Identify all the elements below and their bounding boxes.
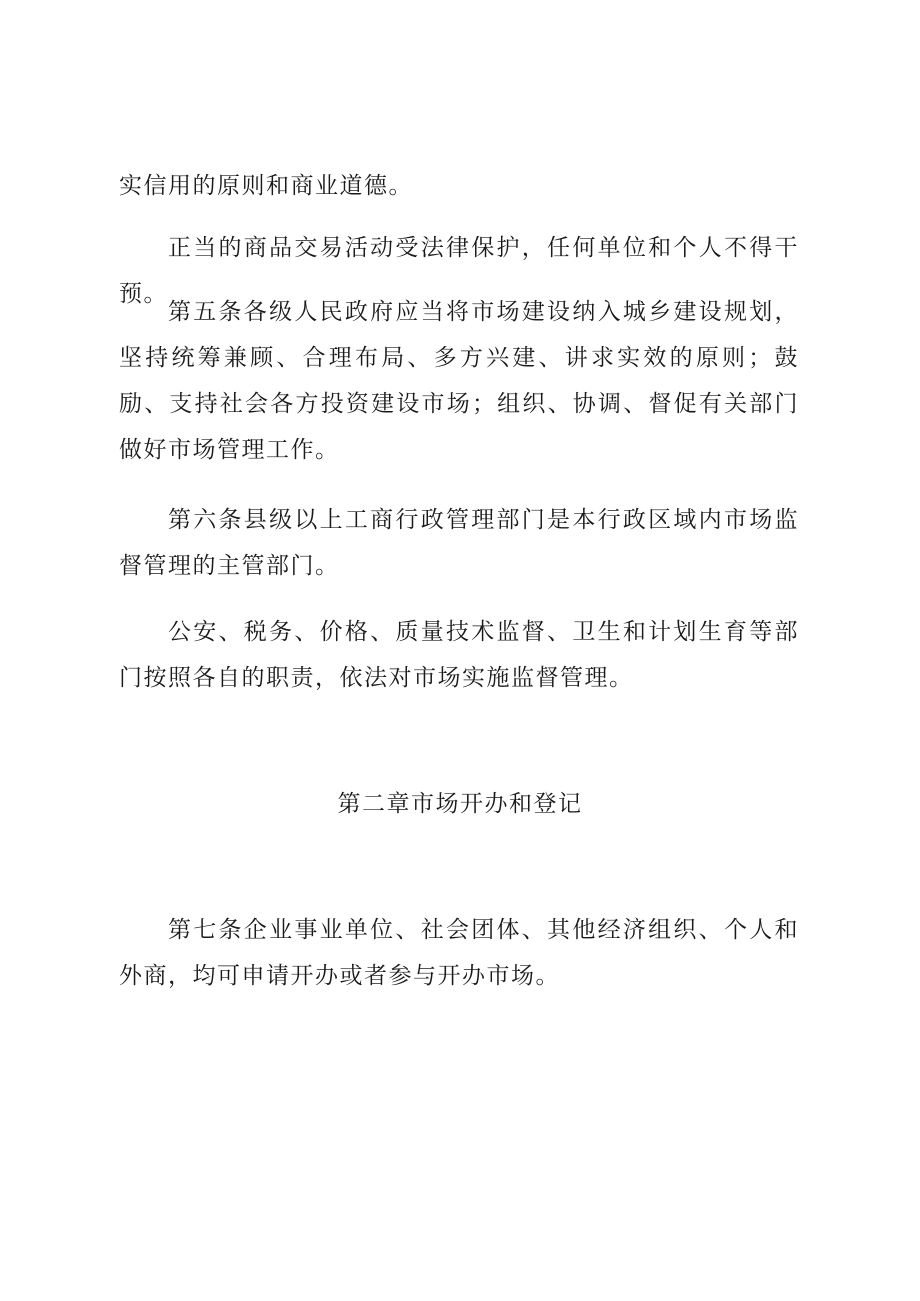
article-6-paragraph: 第六条县级以上工商行政管理部门是本行政区域内市场监督管理的主管部门。 — [119, 507, 799, 579]
paragraph: 正当的商品交易活动受法律保护，任何单位和个人不得干预。 — [119, 235, 799, 307]
article-7-paragraph: 第七条企业事业单位、社会团体、其他经济组织、个人和外商，均可申请开办或者参与开办市场。 — [119, 917, 799, 989]
paragraph: 公安、税务、价格、质量技术监督、卫生和计划生育等部门按照各自的职责，依法对市场实施监督管理。 — [119, 619, 799, 691]
paragraph-continuation: 实信用的原则和商业道德。 — [119, 173, 413, 199]
chapter-heading: 第二章市场开办和登记 — [337, 791, 583, 817]
article-5-paragraph: 第五条各级人民政府应当将市场建设纳入城乡建设规划，坚持统筹兼顾、合理布局、多方兴建、讲求实效的原则；鼓励、支持社会各方投资建设市场；组织、协调、督促有关部门做好市场管理工作。 — [119, 299, 799, 463]
